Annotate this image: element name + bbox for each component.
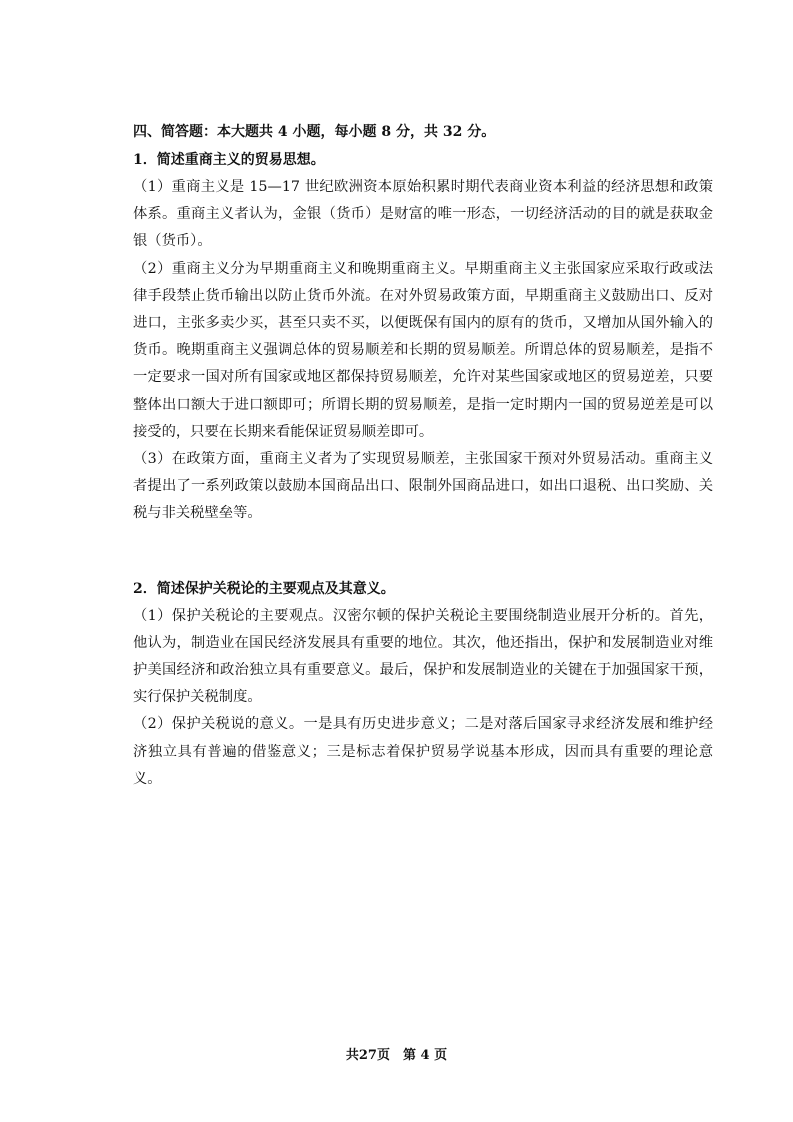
question-2 xyxy=(133,575,713,793)
question-1 xyxy=(133,146,713,528)
answer-paragraph: （2）保护关税说的意义。一是具有历史进步意义；二是对落后国家寻求经济发展和维护经济独立具有普遍的借鉴意义；三是标志着保护贸易学说基本形成，因而具有重要的理论意义。 xyxy=(133,716,713,787)
section-title: 四、简答题：本大题共 4 小题，每小题 8 分，共 32 分。 xyxy=(133,124,496,140)
answer-paragraph: （1）重商主义是 15—17 世纪欧洲资本原始积累时期代表商业资本利益的经济思想和政策体系。重商主义者认为，金银（货币）是财富的唯一形态，一切经济活动的目的就是获取金银（货币）。 xyxy=(133,179,713,250)
question-title: 1．简述重商主义的贸易思想。 xyxy=(133,152,325,168)
question-title: 2．简述保护关税论的主要观点及其意义。 xyxy=(133,580,395,597)
answer-paragraph: （2）重商主义分为早期重商主义和晚期重商主义。早期重商主义主张国家应采取行政或法律手段禁止货币输出以防止货币外流。在对外贸易政策方面，早期重商主义鼓励出口、反对进口，主张多卖少买，甚至只卖不买，以便既保有国内的原有的货币，又增加从国外输入的货币。晚期重商主义强调总体的贸易顺差和长期的贸易顺差。所谓总体的贸易顺差，是指不一定要求一国对所有国家或地区都保持贸易顺差，允许对某些国家或地区的贸易逆差，只要整体出口额大于进口额即可；所谓长期的贸易顺差，是指一定时期内一国的贸易逆差是可以接受的，只要在长期来看能保证贸易顺差即可。 xyxy=(133,260,713,440)
page-content xyxy=(133,118,713,793)
page-footer: 共27页 第 4 页 xyxy=(345,1048,448,1063)
answer-paragraph: （1）保护关税论的主要观点。汉密尔顿的保护关税论主要围绕制造业展开分析的。首先，他认为，制造业在国民经济发展具有重要的地位。其次，他还指出，保护和发展制造业对维护美国经济和政治独立具有重要意义。最后，保护和发展制造业的关键在于加强国家干预，实行保护关税制度。 xyxy=(133,607,713,706)
spacer xyxy=(133,528,713,575)
answer-paragraph: （3）在政策方面，重商主义者为了实现贸易顺差，主张国家干预对外贸易活动。重商主义者提出了一系列政策以鼓励本国商品出口、限制外国商品进口，如出口退税、出口奖励、关税与非关税壁垒等。 xyxy=(133,451,713,522)
